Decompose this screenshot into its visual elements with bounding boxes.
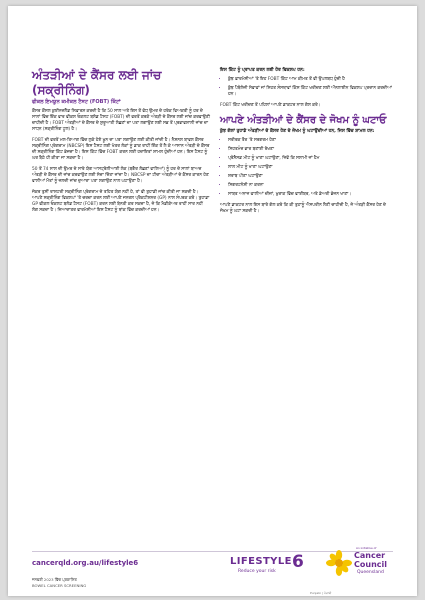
list-item: • ਕੁੱਝ ਫ਼ਾਰਮੇਸੀਆਂ 'ਤੇ ਇਹ FOBT ਕਿੱਟ ਆਮ ਕੀਮਤ ਤੋਂ ਵੀ ਉਪਲਬਧ ਹੁੰਦੀ ਹੈ bbox=[228, 77, 395, 83]
kit-options-list bbox=[220, 77, 395, 98]
list-item: • ਕੁੱਝ ਪੈਥੋਲੋਜੀ ਸੇਵਾਵਾਂ ਜਾਂ ਸਿਹਤ ਸੰਸਥਾਵਾਂ ਕਿੱਸ ਕਿੱਟ ਖਰੀਦਣ ਲਈ ਔਨਲਾਈਨ ਵਿਕਲਪ ਪ੍ਰਦਾਨ ਕਰਦੀਆਂ ਹਨ। bbox=[228, 86, 395, 98]
paragraph-fobt: FOBT ਦੀ ਵਰਤੋਂ ਮਲ-ਤਿਆਗ ਵਿੱਚ ਲੁਕੇ ਹੋਏ ਖ਼ੂਨ ਦਾ ਪਤਾ ਲਗਾਉਣ ਲਈ ਕੀਤੀ ਜਾਂਦੀ ਹੈ। ਨੈਸ਼ਨਲ ਬਾਵਲ ਕੈਂਸਰ ਸਕ੍ਰੀਨਿੰਗ ਪ੍ਰੋਗਰਾਮ (NBCSP) ਇਸ ਟੈਸਟ ਲਈ ਖੇਤਰ ਲੋਕਾਂ ਨੂੰ ਡਾਕ ਰਾਹੀਂ ਇੱਕ ਤੋਂ ਲੈ ਕੇ ਆਸਾਨ ਅੰਤੜੀ ਦੇ ਕੈਂਸਰ ਦੀ ਸਕ੍ਰੀਨਿੰਗ ਕਿੱਟ ਭੇਜਦਾ ਹੈ। ਇਸ ਕਿੱਟ ਵਿੱਚ FOBT ਕਰਨ ਲਈ ਹਦਾਇਤਾਂ ਸ਼ਾਮਲ ਹੁੰਦੀਆਂ ਹਨ। ਇਸ ਟੈਸਟ ਨੂੰ ਘਰ ਬੈਠੇ ਹੀ ਕੀਤਾ ਜਾ ਸਕਦਾ ਹੈ। bbox=[32, 138, 210, 161]
language-label: Punjabi | ਪੰਜਾਬੀ bbox=[310, 591, 332, 595]
risk-lead: ਕੁੱਝ ਗੱਲਾਂ ਤੁਹਾਡੇ ਅੰਤੜੀਆਂ ਦੇ ਕੈਂਸਰ ਹੋਣ ਦੇ ਜੋਖਮ ਨੂੰ ਘਟਾਉਂਦੀਆਂ ਹਨ, ਜਿਸ ਵਿੱਚ ਸ਼ਾਮਲ ਹਨ: bbox=[220, 129, 375, 134]
cc-wordmark-cancer: Cancer bbox=[354, 551, 386, 560]
lifestyle6-logo bbox=[230, 552, 316, 582]
daffodil-icon bbox=[326, 550, 352, 580]
publish-date: ਜਨਵਰੀ 2023 ਵਿੱਚ ਪ੍ਰਕਾਸ਼ਿਤ bbox=[32, 577, 77, 582]
risk-list bbox=[220, 138, 395, 198]
list-item: • ਸਿਗਰਟਨੋਸ਼ੀ ਨਾ ਕਰਨਾ bbox=[228, 183, 395, 189]
lifestyle-six: 6 bbox=[292, 552, 304, 572]
list-item: • ਸ਼ਰਾਬ ਪੀਣਾ ਘਟਾਉਣਾ bbox=[228, 174, 395, 180]
document-page bbox=[8, 6, 417, 596]
website-link[interactable]: cancerqld.org.au/lifestyle6 bbox=[32, 559, 139, 567]
paragraph-gp: ਜੇਕਰ ਤੁਸੀਂ ਰਾਸ਼ਟਰੀ ਸਕ੍ਰੀਨਿੰਗ ਪ੍ਰੋਗਰਾਮ ਦੇ ਤਹਿਤ ਯੋਗ ਨਹੀਂ ਹੋ, ਤਾਂ ਵੀ ਤੁਹਾਡੀ ਜਾਂਚ ਕੀਤੀ ਜਾ ਸਕਦੀ ਹੈ। ਆਪਣੇ ਸਕ੍ਰੀਨਿੰਗ ਵਿਕਲਪਾਂ 'ਤੇ ਚਰਚਾ ਕਰਨ ਲਈ ਆਪਣੇ ਜਨਰਲ ਪ੍ਰੈਕਟੀਸ਼ਨਰ (GP) ਨਾਲ ਸੰਪਰਕ ਕਰੋ। ਤੁਹਾਡਾ GP ਫੀਕਲ ਓਕਲਟ ਬਲੱਡ ਟੈਸਟ (FOBT) ਕਰਨ ਲਈ ਬੇਨਤੀ ਕਰ ਸਕਦਾ ਹੈ, ਜੋ ਕਿ ਮੈਡੀਕੇਅਰ ਰਾਹੀਂ ਸਾਰ ਨਹੀਂ ਲੱਗ ਸਕਦਾ ਹੈ। ਜ਼ਿਆਦਾਤਰ ਫਾਰਮੇਸੀਆਂ ਇਸ ਟੈਸਟ ਨੂੰ ਥਾਂਕ ਵਿੱਚ ਕਰਦੀਆਂ ਹਨ। bbox=[32, 190, 210, 213]
cc-initiative-label: An initiative of bbox=[356, 546, 377, 550]
aspirin-note: ਆਪਣੇ ਡਾਕਟਰ ਨਾਲ ਇਸ ਬਾਰੇ ਗੱਲ ਕਰੋ ਕਿ ਕੀ ਤੁਹਾਨੂੰ ਐਸਪਰੀਨ ਲੈਣੀ ਚਾਹੀਦੀ ਹੈ, ਜੋ ਅੰਤੜੀ ਕੈਂਸਰ ਹੋਣ ਦੇ ਜੋਖਮ ਨੂੰ ਘਟਾ ਸਕਦੀ ਹੈ। bbox=[220, 203, 386, 214]
page-title: ਅੰਤੜੀਆਂ ਦੇ ਕੈਂਸਰ ਲਈ ਜਾਂਚ (ਸਕ੍ਰੀਨਿੰਗ) bbox=[32, 68, 162, 97]
paragraph-eligibility: 50 ਤੋਂ 74 ਸਾਲ ਦੀ ਉਮਰ ਦੇ ਸਾਰੇ ਯੋਗ ਆਸਟ੍ਰੇਲੀਆਈ ਲੋਕ (ਬਗੈਰ ਲੱਛਣਾਂ ਵਾਲਿਆਂ) ਨੂੰ ਹਰ ਦੋ ਸਾਲਾਂ ਬਾਅਦ ਅੰਤੜੀ ਦੇ ਕੈਂਸਰ ਦੀ ਜਾਂਚ ਕਰਵਾਉਣ ਲਈ ਸੱਦਾ ਦਿੱਤਾ ਜਾਂਦਾ ਹੈ। NBCSP ਦਾ ਟੀਚਾ ਅੰਤੜੀਆਂ ਦੇ ਕੈਂਸਰ ਕਾਰਨ ਹੋਣ ਵਾਲੀਆਂ ਮੌਤਾਂ ਨੂੰ ਜਲਦੀ ਜਾਂਚ ਦੁਆਰਾ ਪਤਾ ਲਗਾਉਣ ਨਾਲ ਘਟਾਉਣਾ ਹੈ। bbox=[32, 167, 209, 184]
list-item: • ਸਾਬਤ ਅਨਾਜ ਵਾਲੀਆਂ ਚੀਜ਼ਾਂ, ਖ਼ੁਰਾਕ ਵਿੱਚ ਫਾਈਬਰ, ਅਤੇ ਡੇਅਰੀ ਭੋਜਨ ਖਾਣਾ। bbox=[228, 192, 395, 198]
topic-label: BOWEL CANCER SCREENING bbox=[32, 583, 87, 588]
risk-heading: ਆਪਣੇ ਅੰਤੜੀਆਂ ਦੇ ਕੈਂਸਰ ਦੇ ਜੋਖਮ ਨੂੰ ਘਟਾਓ bbox=[220, 115, 387, 126]
kit-options-lead: ਇਸ ਕਿੱਟ ਨੂੰ ਪ੍ਰਾਪਤ ਕਰਨ ਲਈ ਹੋਰ ਵਿਕਲਪ ਹਨ: bbox=[220, 68, 305, 73]
cc-wordmark-queensland: Queensland bbox=[357, 570, 384, 575]
list-item: • ਪ੍ਰੋਸੈਸਡ ਮੀਟ ਨੂੰ ਖਾਣਾ ਘਟਾਉਣਾ, ਜਿਵੇਂ ਕਿ ਸਲਾਮੀ ਜਾਂ ਹੈਮ bbox=[228, 156, 395, 162]
cc-wordmark-council: Council bbox=[354, 560, 387, 569]
list-item: • ਸਰੀਰਕ ਤੌਰ 'ਤੇ ਸਰਗਰਮ ਹੋਣਾ bbox=[228, 138, 395, 144]
lifestyle-tagline: Reduce your risk bbox=[238, 569, 276, 574]
kit-note: FOBT ਕਿੱਟ ਖਰੀਦਣ ਤੋਂ ਪਹਿਲਾਂ ਆਪਣੇ ਡਾਕਟਰ ਨਾਲ ਗੱਲ ਕਰੋ। bbox=[220, 103, 321, 108]
cancer-council-logo bbox=[326, 546, 396, 582]
list-item: • ਲਾਲ ਮੀਟ ਨੂੰ ਖਾਣਾ ਘਟਾਉਣਾ bbox=[228, 165, 395, 171]
list-item: • ਸਿਹਤਮੰਦ ਭਾਰ ਬਣਾਈ ਰੱਖਣਾ bbox=[228, 147, 395, 153]
right-column bbox=[220, 68, 395, 220]
kit-subheading: ਫੀਕਲ ਇਮਯੂਨ ਕਮੀਕਲ ਟੈਸਟ (FOBT) ਕਿੱਟਾਂ bbox=[32, 99, 121, 105]
paragraph-intro: ਕੈਂਸਰ ਕੌਂਸਲ ਕੁਈਨਜ਼ਲੈਂਡ ਸਿਫ਼ਾਰਸ਼ ਕਰਦੀ ਹੈ ਕਿ 50 ਸਾਲ ਅਤੇ ਇਸ ਤੋਂ ਵੱਧ ਉਮਰ ਦੇ ਹਰੇਕ ਵਿਅਕਤੀ ਨੂੰ ਹਰ ਦੋ ਸਾਲਾਂ ਵਿੱਚ ਇੱਕ ਵਾਰ ਫੀਕਲ ਓਕਲਟ ਬਲੱਡ ਟੈਸਟ (FOBT) ਦੀ ਵਰਤੋਂ ਕਰਕੇ ਅੰਤੜੀ ਦੇ ਕੈਂਸਰ ਲਈ ਜਾਂਚ ਕਰਵਾਉਣੀ ਚਾਹੀਦੀ ਹੈ। FOBT ਅੰਤੜੀਆਂ ਦੇ ਕੈਂਸਰ ਦੇ ਸ਼ੁਰੂਆਤੀ ਲੱਛਣਾਂ ਦਾ ਪਤਾ ਲਗਾਉਣ ਲਈ ਸਭ ਤੋਂ ਪ੍ਰਭਾਵਸ਼ਾਲੀ ਜਾਂਚ ਦਾ ਸਾਧਨ (ਸਕ੍ਰੀਨਿੰਗ ਟੂਲ) ਹੈ। bbox=[32, 109, 210, 132]
left-column bbox=[32, 68, 210, 219]
lifestyle-wordmark: LIFESTYLE bbox=[230, 556, 292, 567]
